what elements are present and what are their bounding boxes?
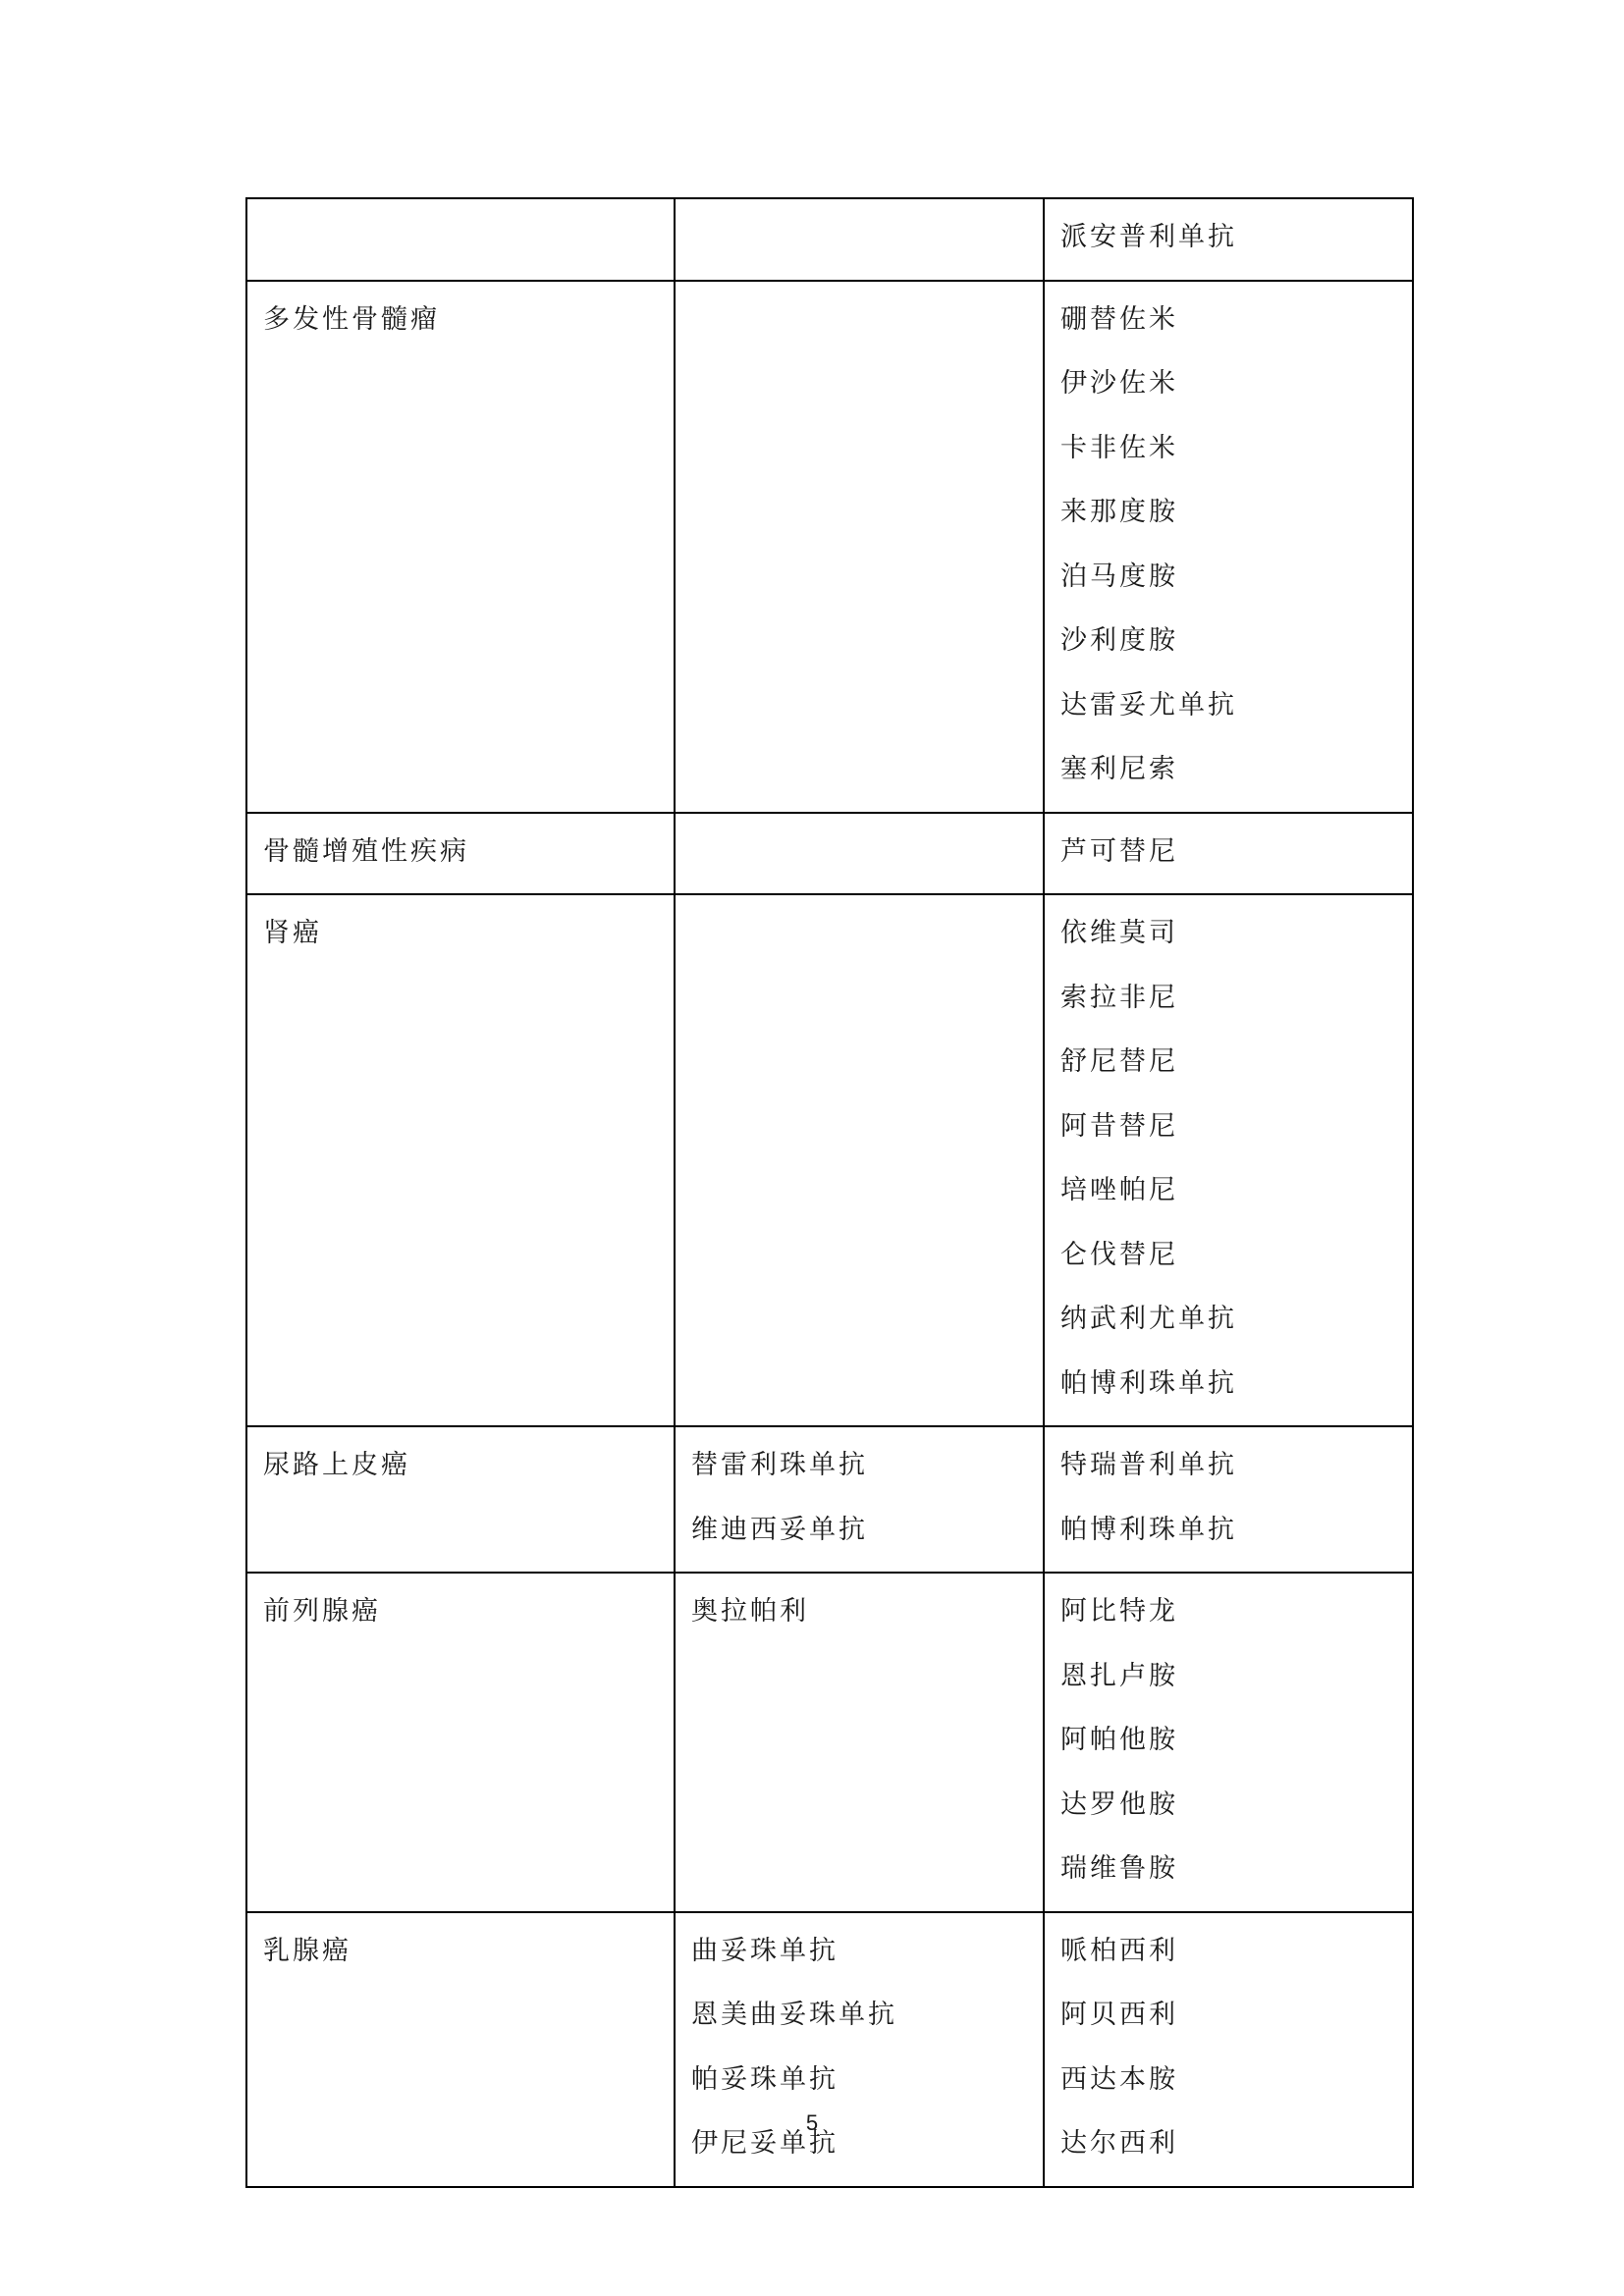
drug-name: 瑞维鲁胺 [1060, 1853, 1178, 1884]
drug-list-cell-3 [1044, 1912, 1413, 2187]
drug-name: 硼替佐米 [1060, 303, 1178, 335]
drug-name: 特瑞普利单抗 [1060, 1450, 1237, 1480]
disease-name: 肾癌 [263, 918, 322, 948]
disease-name: 前列腺癌 [263, 1596, 381, 1627]
disease-cell [246, 894, 675, 1426]
drug-list-cell-2 [675, 1912, 1044, 2187]
disease-name: 骨髓增殖性疾病 [263, 835, 469, 867]
drug-name: 阿帕他胺 [1060, 1725, 1178, 1755]
drug-name: 帕博利珠单抗 [1060, 1514, 1237, 1545]
drug-list-cell-2 [675, 813, 1044, 895]
drug-name: 舒尼替尼 [1060, 1046, 1178, 1077]
table-row [246, 281, 1413, 813]
drug-name: 派安普利单抗 [1060, 222, 1237, 252]
drug-name: 来那度胺 [1060, 497, 1178, 527]
table-row [246, 1426, 1413, 1573]
drug-name: 沙利度胺 [1060, 625, 1178, 656]
drug-name: 替雷利珠单抗 [691, 1450, 868, 1480]
drug-name: 恩美曲妥珠单抗 [691, 2000, 897, 2030]
drug-name: 泊马度胺 [1060, 561, 1178, 592]
drug-name: 塞利尼索 [1060, 754, 1178, 784]
drug-name: 西达本胺 [1060, 2063, 1178, 2095]
drug-name: 纳武利尤单抗 [1060, 1304, 1237, 1334]
drug-list-cell-2 [675, 894, 1044, 1426]
disease-name: 乳腺癌 [263, 1935, 352, 1966]
drug-name: 达尔西利 [1060, 2128, 1178, 2159]
disease-name [263, 205, 658, 270]
drug-table [245, 197, 1414, 2188]
table-row [246, 813, 1413, 895]
drug-name: 依维莫司 [1060, 918, 1178, 948]
drug-name: 仑伐替尼 [1060, 1239, 1178, 1270]
drug-name: 恩扎卢胺 [1060, 1660, 1178, 1691]
drug-name: 帕博利珠单抗 [1060, 1367, 1237, 1399]
table-body [246, 198, 1413, 2187]
drug-list-cell-3 [1044, 1573, 1413, 1912]
disease-name: 多发性骨髓瘤 [263, 303, 440, 335]
table-row [246, 1912, 1413, 2187]
table-row [246, 198, 1413, 281]
table-row [246, 1573, 1413, 1912]
drug-name: 索拉非尼 [1060, 982, 1178, 1013]
drug-list-cell-2 [675, 281, 1044, 813]
table-row [246, 894, 1413, 1426]
disease-cell [246, 1573, 675, 1912]
drug-list-cell-3 [1044, 281, 1413, 813]
disease-cell [246, 281, 675, 813]
disease-cell [246, 198, 675, 281]
drug-name: 达雷妥尤单抗 [1060, 689, 1237, 721]
page-number: 5 [805, 2110, 819, 2135]
drug-name: 维迪西妥单抗 [691, 1514, 868, 1545]
drug-list-cell-3 [1044, 813, 1413, 895]
drug-name: 曲妥珠单抗 [691, 1935, 839, 1966]
drug-name: 伊尼妥单抗 [691, 2128, 839, 2159]
drug-name: 芦可替尼 [1060, 835, 1178, 867]
drug-list-cell-3 [1044, 198, 1413, 281]
drug-name: 伊沙佐米 [1060, 368, 1178, 399]
drug-list-cell-3 [1044, 1426, 1413, 1573]
drug-name: 卡非佐米 [1060, 432, 1178, 463]
drug-list-cell-3 [1044, 894, 1413, 1426]
drug-name: 阿昔替尼 [1060, 1110, 1178, 1142]
drug-name: 哌柏西利 [1060, 1935, 1178, 1966]
drug-name: 阿贝西利 [1060, 2000, 1178, 2030]
disease-cell [246, 813, 675, 895]
drug-name: 奥拉帕利 [691, 1596, 809, 1627]
disease-cell [246, 1426, 675, 1573]
disease-name: 尿路上皮癌 [263, 1450, 410, 1480]
drug-list-cell-2 [675, 1573, 1044, 1912]
drug-name: 阿比特龙 [1060, 1596, 1178, 1627]
drug-name: 达罗他胺 [1060, 1789, 1178, 1820]
drug-name: 帕妥珠单抗 [691, 2063, 839, 2095]
drug-list-cell-2 [675, 198, 1044, 281]
drug-name: 培唑帕尼 [1060, 1175, 1178, 1205]
drug-list-cell-2 [675, 1426, 1044, 1573]
disease-cell [246, 1912, 675, 2187]
